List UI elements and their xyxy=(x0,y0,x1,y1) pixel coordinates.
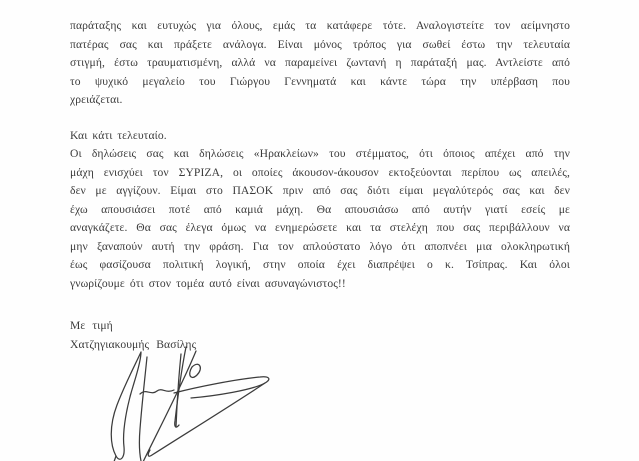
paragraph-2 xyxy=(70,127,570,294)
signature-stroke xyxy=(111,352,141,459)
signature-name: Χατζηγιακουμής Βασίλης xyxy=(70,337,197,351)
letter-line: το ψυχικό μεγαλείο του Γιώργου Γεννηματά και κάντε τώρα την υπέρβαση που xyxy=(70,74,570,88)
letter-line: στιγμή, έστω τραυματισμένη, αλλά να παραμείνει ζωντανή η παράταξή μας. Αντλείστε από xyxy=(70,56,570,69)
signature-stroke xyxy=(140,390,174,394)
letter-line: χρειάζεται. xyxy=(70,93,123,106)
signature-stroke xyxy=(110,456,116,461)
signature-stroke xyxy=(148,383,265,456)
letter-line: μάχη ενισχύει τον ΣΥΡΙΖΑ, οι οποίες άκουσον-άκουσον εκτοξεύονται περίπου ως απειλές, xyxy=(70,165,570,179)
letter-line: Οι δηλώσεις σας και δηλώσεις «Ηρακλείων» του στέμματος, ότι όποιος απέχει από την xyxy=(70,147,570,160)
letter-line: μην ξαναπούν αυτή την φράση. Για τον απλούστατο λόγο ότι αποπνέει μια ολοκληρωτική xyxy=(70,239,570,253)
signature-stroke xyxy=(190,364,201,377)
letter-line: γνωρίζουμε ότι στον τομέα αυτό είναι ασυναγώνιστος!! xyxy=(70,276,346,290)
letter-line: πατέρας σας και πράξετε ανάλογα. Είναι μόνος τρόπος για σωθεί έστω την τελευταία xyxy=(70,37,570,51)
letter-line: έχω απουσιάσει ποτέ από καμιά μάχη. Θα απουσιάσω από αυτήν γιατί εσείς με xyxy=(70,202,570,216)
letter-line: αναγκάζετε. Θα σας έλεγα όμως να ενημερώσετε και τα στελέχη που σας περιβάλλουν να xyxy=(70,221,570,234)
letter-line: δεν με αγγίζουν. Είμαι στο ΠΑΣΟΚ πριν από σας διότι είμαι μεγαλύτερός σας και δεν xyxy=(70,184,570,197)
signature-stroke xyxy=(139,357,147,461)
signoff-text: Με τιμή xyxy=(70,319,113,332)
letter-line: έως φασίζουσα πολιτική λογική, στην οποία έχει διαπρέψει ο κ. Τσίπρας. Και όλοι xyxy=(70,258,570,271)
handwritten-signature xyxy=(95,341,305,461)
signature-stroke xyxy=(174,377,269,398)
letter-line: παράταξης και ευτυχώς για όλους, εμάς τα κατάφερε τότε. Αναλογιστείτε τον αείμνηστο xyxy=(70,19,570,32)
letter-body xyxy=(70,17,570,354)
paragraph-1 xyxy=(70,17,570,110)
paragraph-gap xyxy=(70,110,570,127)
letter-line: Και κάτι τελευταίο. xyxy=(70,128,167,142)
signoff-gap xyxy=(70,293,570,317)
